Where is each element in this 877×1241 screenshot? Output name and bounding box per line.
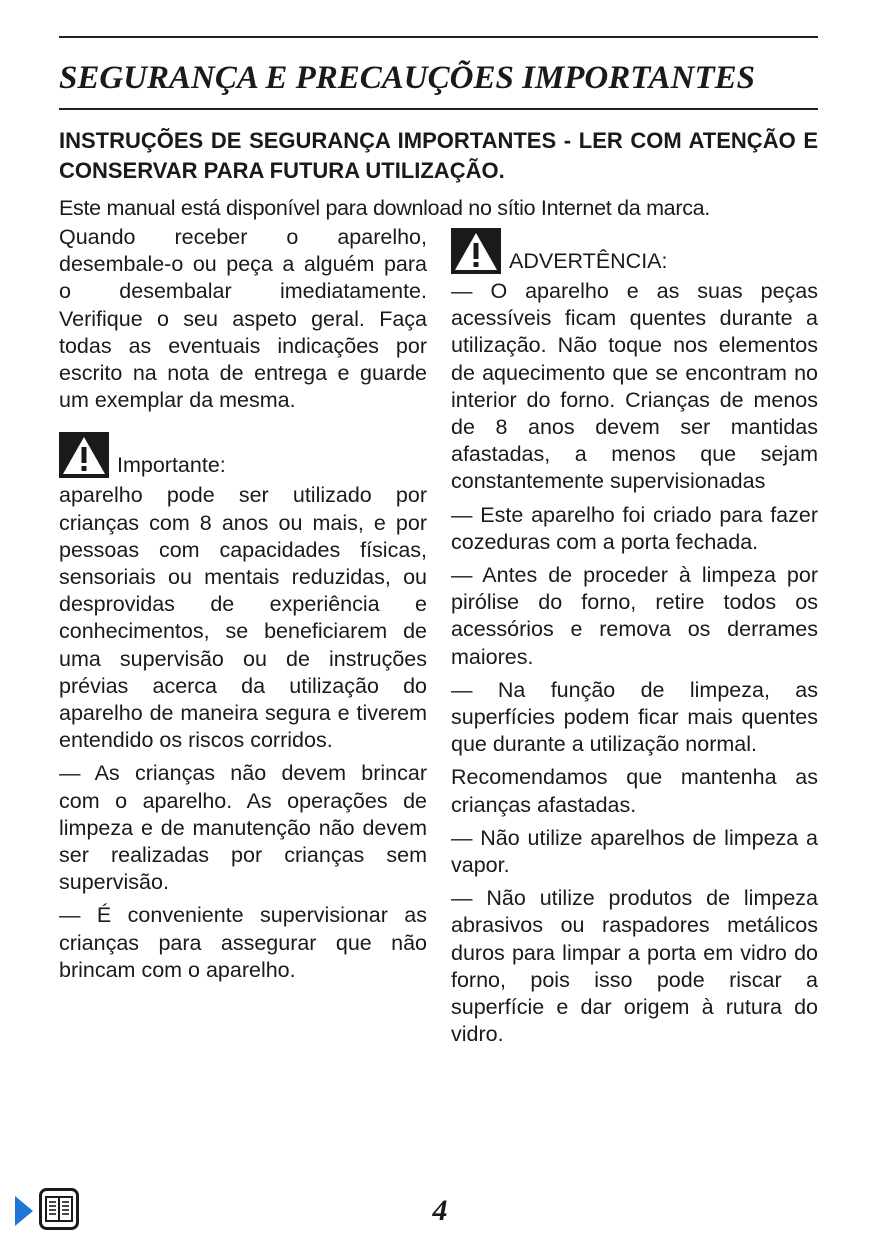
manual-book-icon[interactable] [39, 1188, 79, 1230]
right-paragraph-3: — Antes de proceder à limpeza por pirólise do forno, retire todos os acessórios e remova os derrames maiores. [451, 563, 818, 669]
left-paragraph-3: — As crianças não devem brincar com o aparelho. As operações de limpeza e de manutenção não devem ser realizadas por crianças sem supervisão. [59, 761, 427, 895]
advertencia-label: ADVERTÊNCIA: [509, 249, 668, 273]
important-label: Importante: [117, 453, 226, 478]
advertencia-warning [451, 228, 818, 274]
top-rule [59, 36, 818, 38]
intro-text: Este manual está disponível para download no sítio Internet da marca. [59, 196, 710, 220]
warning-triangle-icon [59, 432, 109, 478]
section-heading: INSTRUÇÕES DE SEGURANÇA IMPORTANTES - LER COM ATENÇÃO E CONSERVAR PARA FUTURA UTILIZAÇÃO. [59, 128, 818, 183]
important-warning [59, 432, 427, 478]
right-paragraph-4: — Na função de limpeza, as superfícies podem ficar mais quentes que durante a utilização normal. [451, 677, 818, 757]
right-paragraph-7: — Não utilize produtos de limpeza abrasivos ou raspadores metálicos duros para limpar a porta em vidro do forno, pois isso pode riscar a superfície e dar origem à rutura do vidro. [451, 886, 818, 1047]
left-paragraph-1: Quando receber o aparelho, desembale-o ou peça a alguém para o desembalar imediatamente. Verifique o seu aspeto geral. Faça todas as eventuais indicações por escrito na nota de entrega e guarde um exemplar da mesma. [59, 225, 427, 413]
right-paragraph-2: — Este aparelho foi criado para fazer cozeduras com a porta fechada. [451, 502, 818, 554]
left-column [59, 224, 427, 990]
right-paragraph-5: Recomendamos que mantenha as crianças afastadas. [451, 765, 818, 817]
warning-triangle-icon [451, 228, 501, 274]
title-rule [59, 108, 818, 110]
right-paragraph-1: — O aparelho e as suas peças acessíveis ficam quentes durante a utilização. Não toque nos elementos de aquecimento que se encontram no interior do forno. Crianças de menos de 8 anos devem ser mantidas afastadas, a menos que sejam constantemente supervisionadas [451, 279, 818, 494]
left-paragraph-2: aparelho pode ser utilizado por crianças com 8 anos ou mais, e por pessoas com capacidades físicas, sensoriais ou mentais reduzidas, ou desprovidas de experiência e conhecimentos, se beneficiarem de uma supervisão ou de instruções prévias acerca da utilização do aparelho de maneira segura e tiverem entendido os riscos corridos. [59, 483, 427, 753]
page-title: SEGURANÇA E PRECAUÇÕES IMPORTANTES [59, 60, 755, 96]
page-number: 4 [432, 1194, 448, 1227]
next-arrow-icon[interactable] [15, 1196, 33, 1226]
right-column [451, 224, 818, 1054]
left-paragraph-4: — É conveniente supervisionar as crianças para assegurar que não brincam com o aparelho. [59, 903, 427, 982]
right-paragraph-6: — Não utilize aparelhos de limpeza a vapor. [451, 825, 818, 878]
